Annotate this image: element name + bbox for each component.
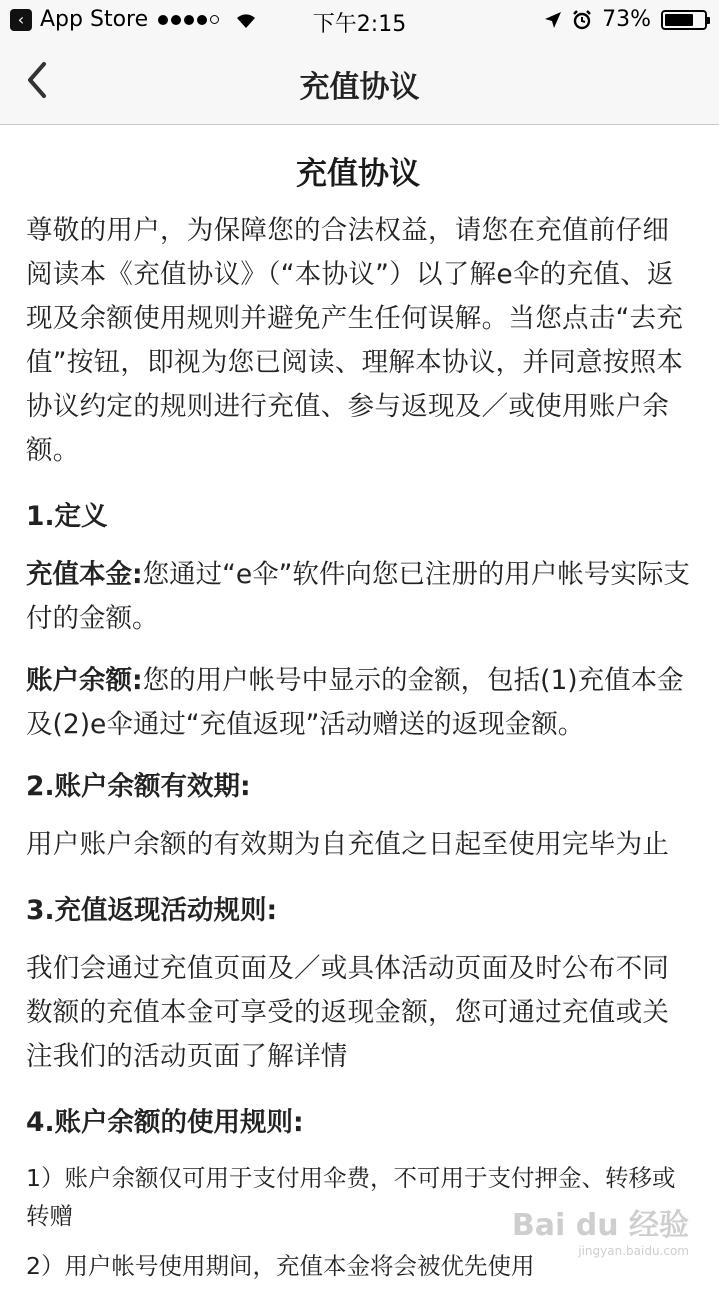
page-title: 充值协议 <box>299 70 420 105</box>
section-heading-cashback: 3.充值返现活动规则: <box>26 895 278 926</box>
section-validity-text: 用户账户余额的有效期为自充值之日起至使用完毕为止 <box>26 829 670 860</box>
document-title: 充值协议 <box>296 156 420 192</box>
usage-rule-1: 1）账户余额仅可用于支付用伞费，不可用于支付押金、转移或转赠 <box>26 1164 676 1230</box>
definition-text: 您的用户帐号中显示的金额，包括(1)充值本金及(2)e伞通过“充值返现”活动赠送的返现金额。 <box>26 665 684 740</box>
definition-text: 您通过“e伞”软件向您已注册的用户帐号实际支付的金额。 <box>26 559 690 634</box>
agreement-content <box>26 148 690 1297</box>
navigation-bar <box>0 40 719 125</box>
definition-balance <box>26 659 690 747</box>
location-arrow-icon <box>544 11 562 29</box>
status-bar <box>0 0 719 40</box>
watermark-logo <box>512 1200 689 1258</box>
intro-paragraph: 尊敬的用户，为保障您的合法权益，请您在充值前仔细阅读本《充值协议》（“本协议”）以了解e伞的充值、返现及余额使用规则并避免产生任何误解。当您点击“去充值”按钮，即视为您已阅读、理解本协议，并同意按照本协议约定的规则进行充值、参与返现及／或使用账户余额。 <box>26 215 684 466</box>
definition-term: 充值本金: <box>26 559 143 590</box>
back-to-app-icon[interactable]: ‹ <box>10 9 32 31</box>
section-heading-validity: 2.账户余额有效期: <box>26 771 251 802</box>
definition-term: 账户余额: <box>26 665 143 696</box>
alarm-icon <box>572 10 592 30</box>
section-heading-usage: 4.账户余额的使用规则: <box>26 1107 304 1138</box>
status-time: 下午2:15 <box>312 12 407 37</box>
watermark-text: Bai du 经验 <box>511 1208 689 1243</box>
definition-principal <box>26 553 690 641</box>
status-right <box>534 7 707 32</box>
section-cashback-text: 我们会通过充值页面及／或具体活动页面及时公布不同数额的充值本金可享受的返现金额，您可通过充值或关注我们的活动页面了解详情 <box>26 953 670 1072</box>
usage-rule-2: 2）用户帐号使用期间，充值本金将会被优先使用 <box>26 1252 535 1280</box>
section-heading-definitions: 1.定义 <box>26 501 108 532</box>
battery-icon <box>661 10 707 30</box>
battery-percent: 73% <box>602 7 651 32</box>
watermark-subtext: jingyan.baidu.com <box>578 1244 689 1258</box>
back-to-app-label[interactable]: App Store <box>40 7 149 32</box>
